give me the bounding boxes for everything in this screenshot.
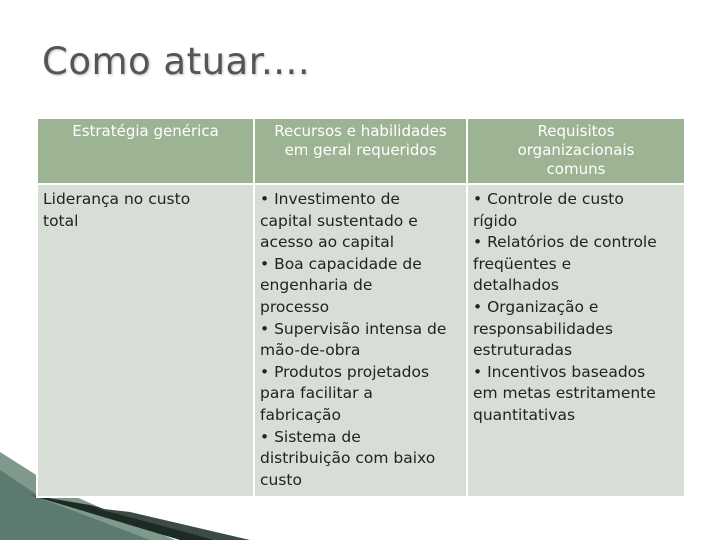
cell-line: em metas estritamente (473, 384, 656, 403)
cell-line: • Boa capacidade de (260, 254, 422, 273)
cell-line: • Produtos projetados (260, 362, 430, 381)
cell-line: quantitativas (473, 405, 576, 424)
cell-line: • Relatórios de controle (473, 233, 657, 252)
strategy-table (36, 117, 686, 498)
cell-line: rígido (473, 211, 518, 230)
table-header-row (37, 118, 685, 184)
header-organizational-requirements (467, 118, 685, 184)
cell-line: total (43, 211, 79, 230)
cell-line: estruturadas (473, 341, 573, 360)
cell-line: freqüentes e (473, 254, 572, 273)
cell-line: processo (260, 297, 330, 316)
cell-line: Estratégia genérica (72, 122, 219, 140)
cell-line: em geral requeridos (284, 141, 437, 159)
cell-line: • Sistema de (260, 427, 361, 446)
cell-line: mão-de-obra (260, 341, 361, 360)
header-resources-skills (254, 118, 467, 184)
cell-line: capital sustentado e (260, 211, 418, 230)
cell-line: • Investimento de (260, 190, 400, 208)
cell-line: • Organização e (473, 297, 599, 316)
table-row (37, 184, 685, 497)
cell-line: comuns (546, 160, 606, 178)
cell-line: engenharia de (260, 276, 373, 295)
cell-line: • Supervisão intensa de (260, 319, 447, 338)
cell-line: organizacionais (517, 141, 635, 159)
cell-line: responsabilidades (473, 319, 613, 338)
cell-line: • Incentivos baseados (473, 362, 646, 381)
cell-line: • Controle de custo (473, 190, 624, 208)
cell-line: fabricação (260, 405, 341, 424)
slide-title: Como atuar.... (42, 40, 311, 83)
cell-strategy (37, 184, 254, 497)
cell-line: acesso ao capital (260, 233, 395, 252)
cell-line: detalhados (473, 276, 559, 295)
header-generic-strategy (37, 118, 254, 184)
cell-line: distribuição com baixo (260, 449, 436, 468)
cell-resources (254, 184, 467, 497)
cell-line: Recursos e habilidades (274, 122, 447, 140)
cell-line: custo (260, 470, 302, 489)
cell-line: para facilitar a (260, 384, 373, 403)
cell-requirements (467, 184, 685, 497)
cell-line: Requisitos (537, 122, 615, 140)
cell-line: Liderança no custo (43, 190, 191, 208)
